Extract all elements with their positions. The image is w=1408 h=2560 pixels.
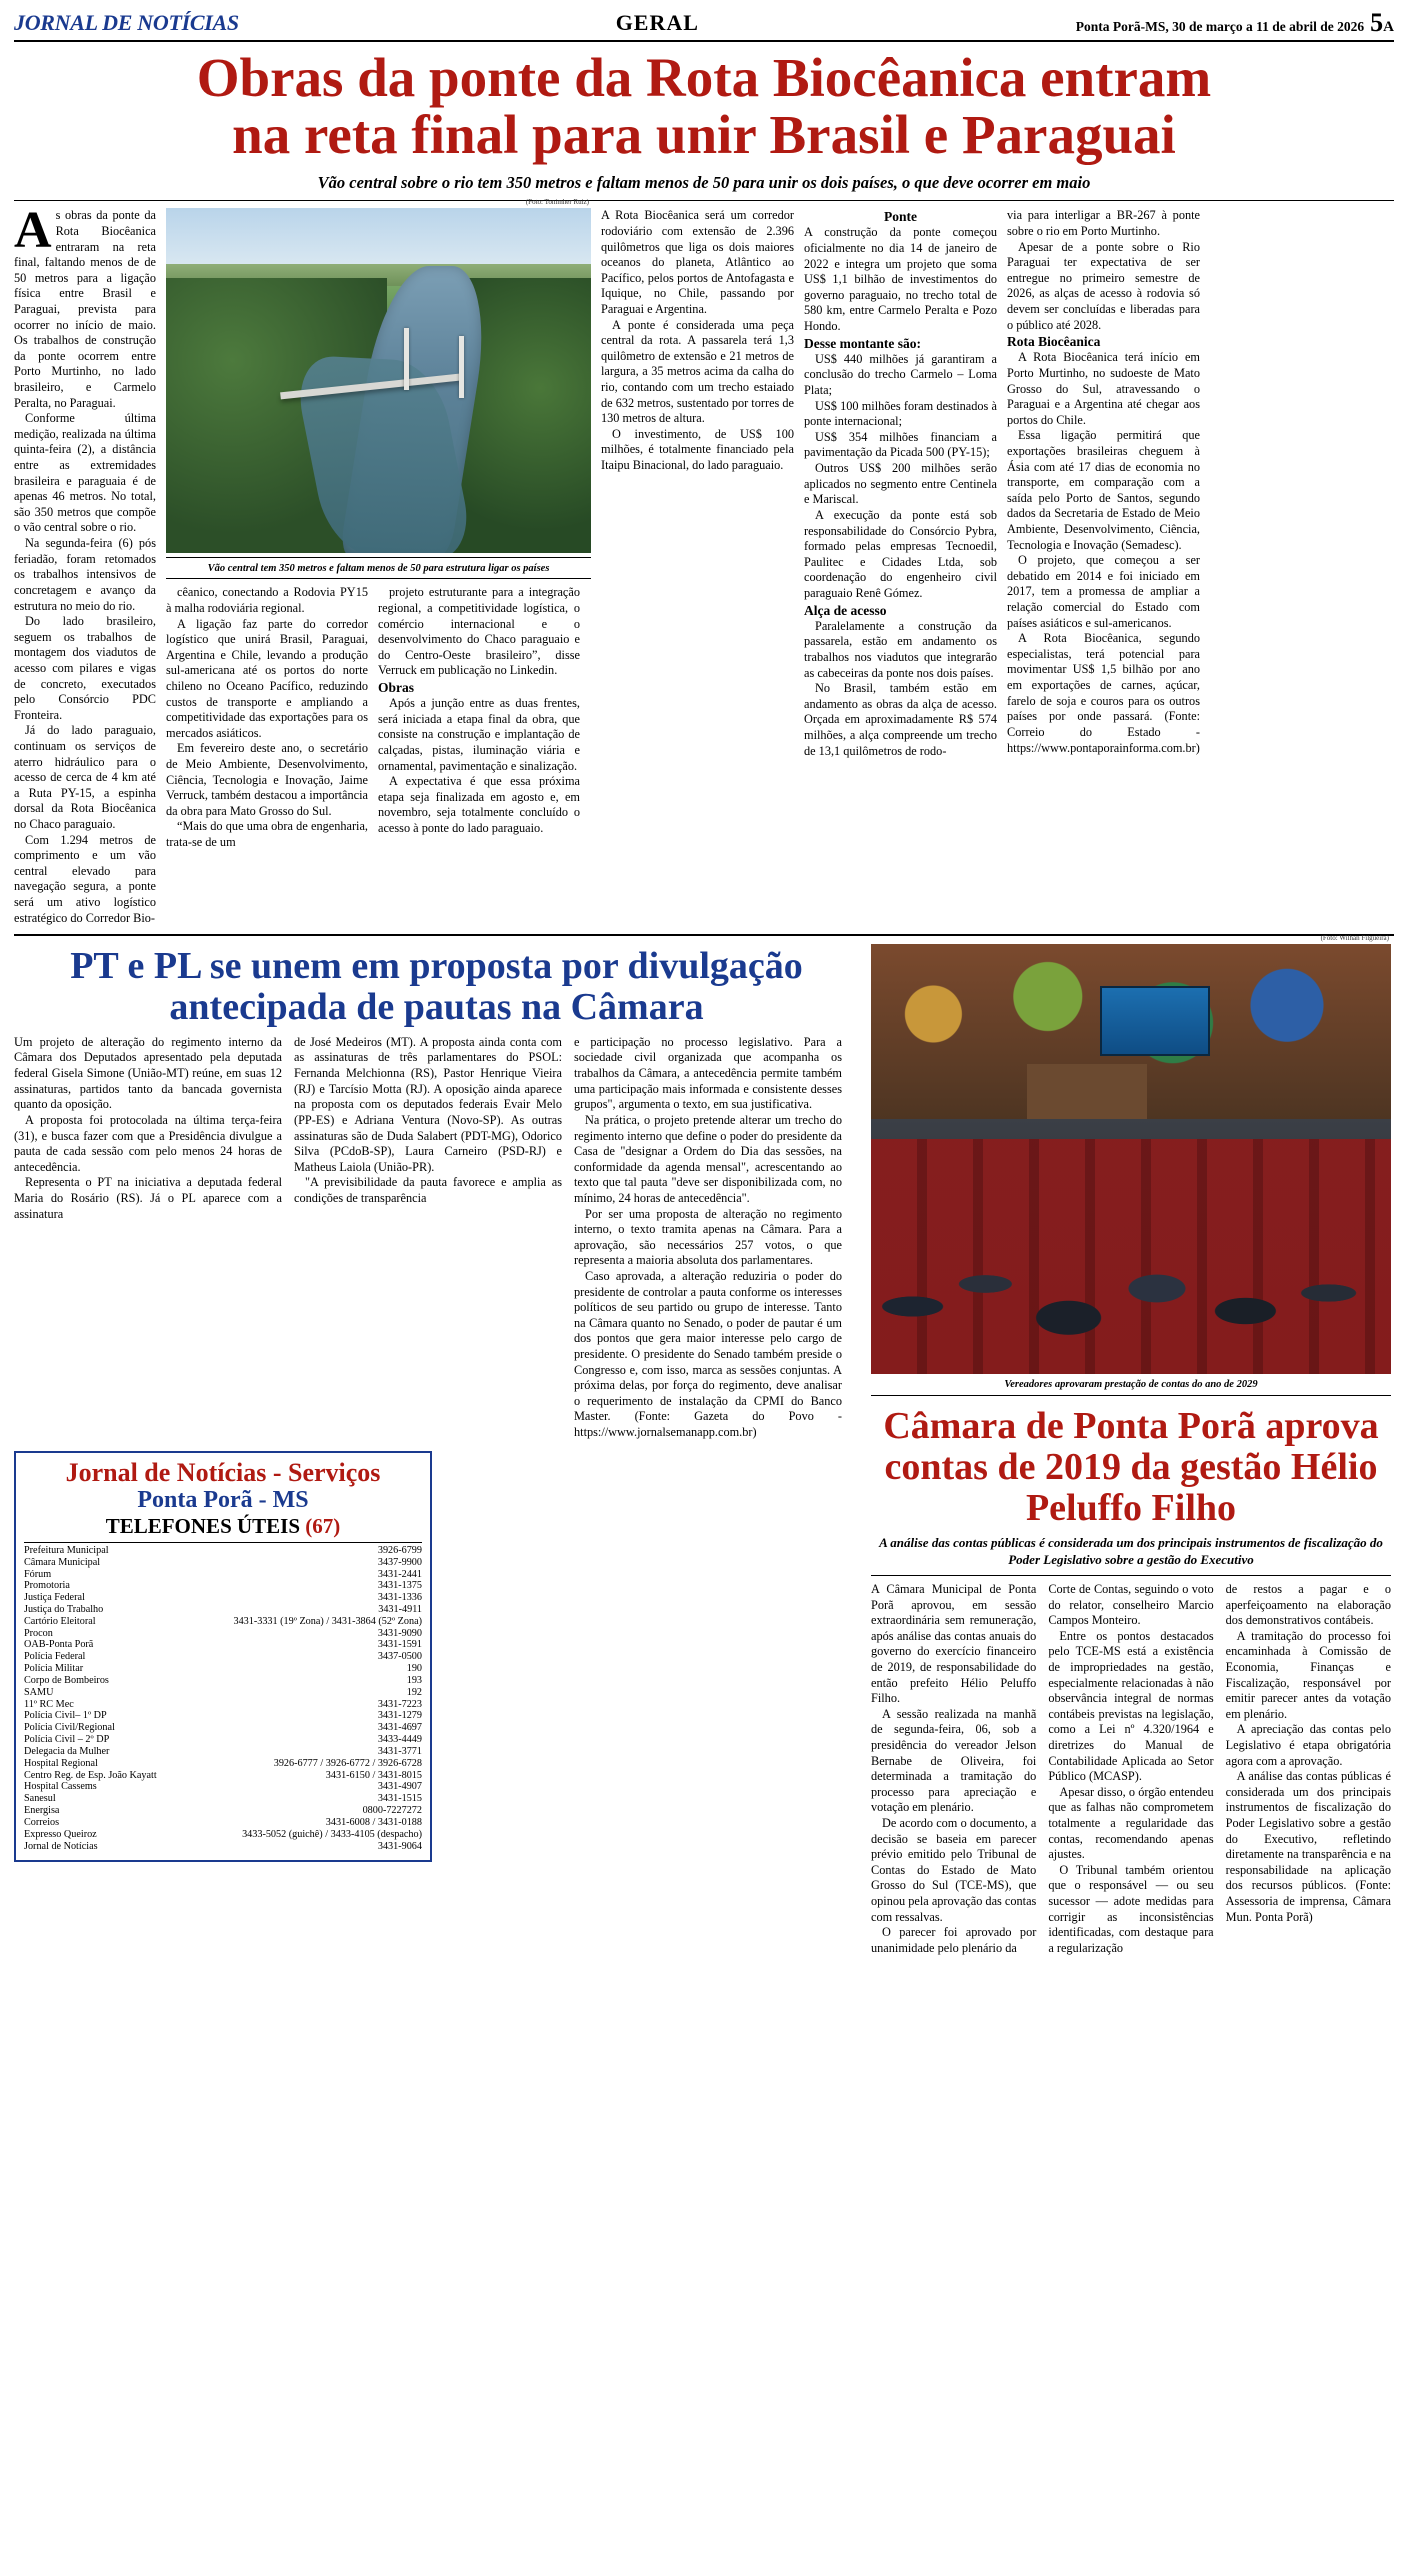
dateline: Ponta Porã-MS, 30 de março a 11 de abril de 2026 <box>1075 19 1365 34</box>
list-item: Procon 3431-9090 <box>24 1627 422 1639</box>
list-item: Justiça do Trabalho 3431-4911 <box>24 1604 422 1615</box>
services-box <box>14 1451 432 1863</box>
dateline-block <box>1076 8 1394 38</box>
story2-column-3 <box>574 1035 842 1441</box>
subsection-heading: Desse montante são: <box>804 335 921 351</box>
list-item: Câmara Municipal 3437-9900 <box>24 1556 422 1568</box>
paragraph: US$ 440 milhões já garantiram a conclusão do trecho Carmelo – Loma Plata; <box>804 351 997 398</box>
story3-block <box>871 934 1391 1956</box>
story2-column-2 <box>294 1035 562 1441</box>
paragraph: Após a junção entre as duas frentes, será iniciada a etapa final da obra, que consiste na construção e implantação de calçadas, pistas, iluminação viária e ornamental, pavimentação e sinalização. <box>378 696 580 773</box>
paragraph: A execução da ponte está sob responsabilidade do Consórcio Pybra, formado pelas empresas Tecnoedil, Paulitec e Cidades Ltda, sob coordenação do engenheiro civil paraguaio Renê Gómez. <box>804 507 997 600</box>
paragraph: A proposta foi protocolada na última terça-feira (31), e busca fazer com que a Presidência divulgue a pauta de cada sessão com pelo menos 24 horas de antecedência. <box>14 1112 282 1174</box>
masthead <box>14 8 1394 42</box>
lead-body <box>14 198 1394 926</box>
list-item: Polícia Civil – 2º DP 3433-4449 <box>24 1734 422 1746</box>
list-item: Polícia Militar 190 <box>24 1663 422 1675</box>
lead-column-3 <box>378 585 580 850</box>
paragraph: Já do lado paraguaio, continuam os serviços de aterro hidráulico para o acesso de cerca de 4 km até a Ruta PY-15, a espinha dorsal da Rota Biocêanica no Chaco paraguaio. <box>14 723 156 832</box>
list-item: Promotoria 3431-1375 <box>24 1580 422 1592</box>
paragraph: US$ 354 milhões financiam a pavimentação da Picada 500 (PY-15); <box>804 429 997 460</box>
paragraph: cêanico, conectando a Rodovia PY15 à malha rodoviária regional. <box>166 585 368 615</box>
story3-photo-caption: Vereadores aprovaram prestação de contas do ano de 2029 <box>871 1374 1391 1396</box>
list-item: Polícia Civil/Regional 3431-4697 <box>24 1722 422 1734</box>
list-item: Jornal de Notícias 3431-9064 <box>24 1840 422 1852</box>
paragraph: Paralelamente a construção da passarela, estão em andamento os trabalhos nos viadutos que integrarão as cabeceiras da ponte nos dois países. <box>804 618 997 680</box>
list-item: SAMU 192 <box>24 1686 422 1698</box>
paragraph-source: Caso aprovada, a alteração reduziria o poder do presidente de controlar a pauta conforme os interesses políticos de seu partido ou grupo de interesse. Tanto na Câmara quanto no Senado, o poder de pautar é um dos pontos que gera maior interesse pelo cargo de presidente. O presidente do Senado também preside o Congresso e, com isso, marca as sessões conjuntas. A próxima delas, por força do regimento, deve analisar o requerimento de instalação da CPMI do Banco Master. (Fonte: Gazeta do Povo - https://www.jornalsemanapp.com.br) <box>574 1268 842 1440</box>
paragraph: O parecer foi aprovado por unanimidade pelo plenário da <box>871 1925 1037 1955</box>
list-item: Fórum 3431-2441 <box>24 1568 422 1580</box>
council-chamber-photo <box>871 944 1391 1374</box>
subsection-heading: Alça de acesso <box>804 602 887 618</box>
audience-people <box>871 1149 1391 1374</box>
paragraph: "A previsibilidade da pauta favorece e amplia as condições de transparência <box>294 1175 562 1205</box>
story2-column-1 <box>14 1035 282 1441</box>
paragraph: Apesar de a ponte sobre o Rio Paraguai ter expectativa de ser entregue no primeiro semestre de 2026, as alças de acesso à rodovia só devem ser concluídas e liberadas para o público até 2028. <box>1007 239 1200 332</box>
story3-column-1 <box>871 1582 1036 1957</box>
services-phone-list <box>24 1542 422 1853</box>
list-item: Expresso Queiroz 3433-5052 (guichê) / 3433-4105 (despacho) <box>24 1828 422 1840</box>
page-number: 5A <box>1370 8 1394 37</box>
paragraph: Apesar disso, o órgão entendeu que as falhas não comprometem totalmente a regularidade das contas, recomendando apenas ajustes. <box>1048 1784 1214 1862</box>
paragraph: A Câmara Municipal de Ponta Porã aprovou, em sessão extraordinária sem remuneração, após análise das contas anuais do governo do exercício financeiro de 2019, de responsabilidade do então prefeito Hélio Peluffo Filho. <box>871 1581 1037 1706</box>
bridge-pylon-left <box>404 328 409 390</box>
list-item: Hospital Regional 3926-6777 / 3926-6772 / 3926-6728 <box>24 1757 422 1769</box>
story3-headline: Câmara de Ponta Porã aprova contas de 2019 da gestão Hélio Peluffo Filho <box>883 1405 1379 1530</box>
paragraph: Por ser uma proposta de alteração no regimento interno, o texto tramita apenas na Câmara. Para a aprovação, são necessários 257 votos, o que representa a maioria absoluta dos parlamentares. <box>574 1206 842 1268</box>
paragraph: de José Medeiros (MT). A proposta ainda conta com as assinaturas de três parlamentares do PSOL: Fernanda Melchionna (RS), Pastor Henrique Vieira (RJ) e Tarcísio Motta (RJ). A oposição ainda aparece na proposta com os deputados federais Evair Melo (PP-ES) e Adriana Ventura (Novo-SP). As outras assinaturas são de Duda Salabert (PDT-MG), Odorico Silva (PCdoB-SP), Laura Carneiro (PSD-RJ) e Matheus Laiola (União-PR). <box>294 1034 562 1174</box>
services-title-phones <box>24 1514 422 1539</box>
list-item: Centro Reg. de Esp. João Kayatt 3431-6150 / 3431-8015 <box>24 1769 422 1781</box>
paragraph: Em fevereiro deste ano, o secretário de Meio Ambiente, Desenvolvimento, Ciência, Tecnologia e Inovação, Jaime Verruck, também destacou a importância da obra para Mato Grosso do Sul. <box>166 741 368 818</box>
section-title: GERAL <box>615 10 699 35</box>
list-item: Cartório Eleitoral 3431-3331 (19º Zona) / 3431-3864 (52º Zona) <box>24 1615 422 1627</box>
newspaper-brand: JORNAL DE NOTÍCIAS <box>14 10 239 35</box>
paragraph: A Rota Biocêanica será um corredor rodoviário com extensão de 2.396 quilômetros que liga os dois maiores oceanos do planeta, Atlântico ao Pacífico, pelos portos de Antofagasta e Iquique, no Chile, passando por Paraguai e Argentina. <box>601 208 794 316</box>
section-divider <box>14 934 1394 936</box>
photo-credit: (Foto: Wilhan Filgueira) <box>1320 934 1389 943</box>
subsection-heading: Ponte <box>884 209 917 225</box>
story2-columns <box>14 1035 859 1441</box>
paragraph: US$ 100 milhões foram destinados à ponte internacional; <box>804 398 997 429</box>
list-item: 11º RC Mec 3431-7223 <box>24 1698 422 1710</box>
paragraph: “Mais do que uma obra de engenharia, trata-se de um <box>166 819 368 850</box>
paragraph: O projeto, que começou a ser debatido em 2014 e foi iniciado em 2017, tem a promessa de ampliar a relação comercial do Estado com países asiáticos e sul-americanos. <box>1007 553 1200 630</box>
subsection-heading: Obras <box>378 679 415 695</box>
list-item: Polícia Federal 3437-0500 <box>24 1651 422 1663</box>
page-letter: A <box>1383 19 1394 35</box>
list-item: Correios 3431-6008 / 3431-0188 <box>24 1816 422 1828</box>
paragraph: projeto estruturante para a integração regional, a competitividade logística, o comércio internacional e o desenvolvimento do Chaco paraguaio e do Centro-Oeste brasileiro”, disse Verruck em publicação no Linkedin. <box>378 585 580 678</box>
subsection-heading: Rota Biocêanica <box>1007 334 1101 350</box>
paragraph-source: A análise das contas públicas é considerada um dos principais instrumentos de fiscalização do Poder Legislativo sobre a gestão do Executivo, refletindo diretamente na transparência e na responsabilidade na aplicação dos recursos públicos. (Fonte: Assessoria de imprensa, Câmara Mun. Ponta Porã) <box>1225 1769 1391 1924</box>
services-area-code: (67) <box>305 1513 341 1538</box>
paragraph: A Rota Biocêanica terá início em Porto Murtinho, no sudoeste de Mato Grosso do Sul, atravessando o Paraguai e a Argentina até chegar aos portos do Chile. <box>1007 350 1200 427</box>
lead-photo-wrap <box>166 198 591 553</box>
story3-subhead: A análise das contas públicas é considerada um dos principais instrumentos de fiscalização do Poder Legislativo sobre a gestão do Executivo <box>871 1535 1391 1576</box>
list-item: Prefeitura Municipal 3926-6799 <box>24 1542 422 1556</box>
paragraph: Corte de Contas, seguindo o voto do relator, conselheiro Marcio Campos Monteiro. <box>1048 1581 1214 1628</box>
lead-column-2 <box>166 585 368 850</box>
paragraph-source: A Rota Biocêanica, segundo especialistas, terá potencial para movimentar US$ 1,5 bilhão por ano em exportações de carnes, açúcar, farelo de soja e couros para os outros países por onde passará. (Fonte: Correio do Estado - https://www.pontaporainforma.com.br) <box>1007 631 1200 755</box>
paragraph: De acordo com o documento, a decisão se baseia em parecer prévio emitido pelo Tribunal de Contas do Estado de Mato Grosso do Sul (TCE-MS), que opinou pela aprovação das contas com ressalvas. <box>871 1816 1037 1924</box>
list-item: Hospital Cassems 3431-4907 <box>24 1781 422 1793</box>
list-item: Energisa 0800-7227272 <box>24 1805 422 1817</box>
paragraph: de restos a pagar e o aperfeiçoamento na elaboração dos demonstrativos contábeis. <box>1225 1581 1391 1628</box>
paragraph: Outros US$ 200 milhões serão aplicados no segmento entre Centinela e Mariscal. <box>804 461 997 507</box>
list-item: OAB-Ponta Porã 3431-1591 <box>24 1639 422 1651</box>
paragraph: A expectativa é que essa próxima etapa seja finalizada em agosto e, em novembro, seja totalmente concluído o acesso à ponte do lado paraguaio. <box>378 774 580 835</box>
list-item: Justiça Federal 3431-1336 <box>24 1592 422 1604</box>
lead-photo-caption: Vão central tem 350 metros e faltam menos de 50 para estrutura ligar os países <box>166 557 591 579</box>
bridge-photo <box>166 208 591 553</box>
story3-column-2 <box>1048 1582 1213 1957</box>
paragraph: Representa o PT na iniciativa a deputada federal Maria do Rosário (RS). Já o PL aparece com a assinatura <box>14 1175 282 1221</box>
lead-headline-line1: Obras da ponte da Rota Biocêanica entram <box>196 47 1212 108</box>
paragraph: A ligação faz parte do corredor logístico que unirá Brasil, Paraguai, Argentina e Chile, levando a produção sul-americana até os portos do norte chileno no Oceano Pacífico, reduzindo custos de transporte e ampliando a competitividade das exportações para os mercados asiáticos. <box>166 616 368 740</box>
services-title-city: Ponta Porã - MS <box>137 1487 309 1514</box>
paragraph: A ponte é considerada uma peça central da rota. A passarela terá 1,3 quilômetro de extensão e 21 metros de largura, a 35 metros acima da calha do rio, contando com um trecho estaiado de 632 metros, sustentado por torres de 130 metros de altura. <box>601 317 794 426</box>
paragraph: Essa ligação permitirá que exportações brasileiras cheguem à Ásia com até 17 dias de economia no transporte, em comparação com a saída pelo Porto de Santos, segundo dados da Secretaria de Estado de Meio Ambiente, Desenvolvimento, Ciência, Tecnologia e Inovação (Semadesc). <box>1007 428 1200 552</box>
sky-region <box>166 208 591 270</box>
services-title-main: Jornal de Notícias - Serviços <box>65 1457 381 1487</box>
story3-columns <box>871 1582 1391 1957</box>
paragraph: As obras da ponte da Rota Biocêanica entraram na reta final, faltando menos de de 50 metros para a ligação física entre Brasil e Paraguai, prevista para ocorrer no início de maio. Os trabalhos de construção da ponte ocorrem entre Porto Murtinho, no lado brasileiro, e Carmelo Peralta, no Paraguai. <box>14 202 156 410</box>
paragraph: A sessão realizada na manhã de segunda-feira, 06, sob a presidência do vereador Jelson Bernabe de Oliveira, foi determinada a tramitação do processo para apreciação e votação em plenário. <box>871 1706 1037 1815</box>
paragraph: O investimento, de US$ 100 milhões, é totalmente financiado pela Itaipu Binacional, do lado paraguaio. <box>601 426 794 473</box>
paragraph: A tramitação do processo foi encaminhada à Comissão de Economia, Finanças e Fiscalização, responsável por emitir parecer antes da votação em plenário. <box>1225 1628 1391 1721</box>
lead-column-6 <box>1007 208 1200 926</box>
paragraph: A apreciação das contas pelo Legislativo é etapa obrigatória agora com a aprovação. <box>1225 1722 1391 1768</box>
story2-block <box>14 944 859 1956</box>
paragraph: Com 1.294 metros de comprimento e um vão central elevado para navegação segura, a ponte será um ativo logístico estratégico do Corredor Bio- <box>14 832 156 925</box>
lead-center-block <box>166 198 591 926</box>
lead-column-1 <box>14 202 156 926</box>
lead-subcolumns <box>166 585 591 850</box>
lead-headline-line2: na reta final para unir Brasil e Paraguai <box>232 103 1176 165</box>
lead-subhead: Vão central sobre o rio tem 350 metros e faltam menos de 50 para unir os dois países, o que deve ocorrer em maio <box>14 173 1394 201</box>
lead-headline <box>14 47 1394 165</box>
paragraph: Na prática, o projeto pretende alterar um trecho do regimento interno que define o poder do presidente da Casa de "designar a Ordem do Dia das sessões, na conformidade da agenda mensal", acrescentando ao texto que tal pauta "deve ser disponibilizada com, no mínimo, 24 horas de antecedência". <box>574 1112 842 1205</box>
paragraph: O Tribunal também orientou que o responsável — ou seu sucessor — adote medidas para corrigir as inconsistências identificadas, com destaque para a regularização <box>1048 1862 1214 1955</box>
paragraph: A construção da ponte começou oficialmente no dia 14 de janeiro de 2022 e integra um projeto que soma US$ 1,1 bilhão de investimentos do governo paraguaio, no trecho total de 580 km, entre Carmelo Peralta e Pozo Hondo. <box>804 225 997 334</box>
photo-credit: (Foto: Tonimher Ruiz) <box>525 198 589 207</box>
list-item: Sanesul 3431-1515 <box>24 1793 422 1805</box>
bridge-pylon-right <box>459 336 464 398</box>
paragraph: Um projeto de alteração do regimento interno da Câmara dos Deputados apresentado pela deputada federal Gisela Simone (União-MT) reúne, em suas 12 assinaturas, partidos tanto da bancada governista quanto da oposição. <box>14 1034 282 1112</box>
story3-column-3 <box>1226 1582 1391 1957</box>
paragraph: Conforme última medição, realizada na última quinta-feira (2), a distância entre as extremidades brasileira e paraguaia é de apenas 46 metros. No total, são 350 metros que compõe o vão central sobre o rio. <box>14 411 156 535</box>
lower-section <box>14 934 1394 1956</box>
lead-column-5 <box>804 208 997 926</box>
paragraph: Na segunda-feira (6) pós feriadão, foram retomados os trabalhos intensivos de concretagem e avanço da estrutura no meio do rio. <box>14 536 156 613</box>
story3-photo-wrap <box>871 934 1391 1374</box>
services-phones-label: TELEFONES ÚTEIS <box>105 1513 301 1538</box>
projection-screen <box>1100 986 1210 1056</box>
paragraph: No Brasil, também estão em andamento as obras da alça de acesso. Orçada em aproximadamente R$ 574 milhões, a alça compreende um trecho de 13,1 quilômetros de rodo- <box>804 681 997 758</box>
list-item: Polícia Civil– 1º DP 3431-1279 <box>24 1710 422 1722</box>
story2-headline: PT e PL se unem em proposta por divulgação antecipada de pautas na Câmara <box>70 945 803 1028</box>
paragraph: e participação no processo legislativo. Para a sociedade civil organizada que acompanha os trabalhos da Câmara, a antecedência permite também uma participação mais informada e consistente desses grupos", argumenta o texto, em sua justificativa. <box>574 1034 842 1112</box>
paragraph: Do lado brasileiro, seguem os trabalhos de montagem dos viadutos de acesso com pilares e vigas de concreto, executados pelo Consórcio PDC Fronteira. <box>14 614 156 722</box>
list-item: Delegacia da Mulher 3431-3771 <box>24 1745 422 1757</box>
list-item: Corpo de Bombeiros 193 <box>24 1674 422 1686</box>
lead-column-4 <box>601 208 794 926</box>
paragraph: via para interligar a BR-267 à ponte sobre o rio em Porto Murtinho. <box>1007 208 1200 238</box>
paragraph: Entre os pontos destacados pelo TCE-MS está a existência de impropriedades na gestão, especialmente relacionadas à não observância integral de normas contábeis previstas na legislação, como a Lei nº 4.320/1964 e diretrizes do Manual de Contabilidade Aplicada ao Setor Público (MCASP). <box>1048 1628 1214 1784</box>
